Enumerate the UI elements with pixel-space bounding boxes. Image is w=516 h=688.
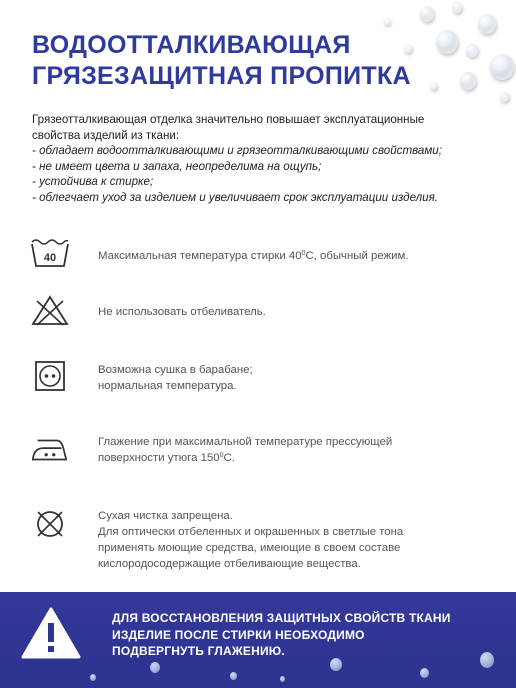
degree-mark: 0: [219, 452, 224, 459]
dryclean-text-line-2: Для оптически отбеленных и окрашенных в светлые тона: [98, 526, 404, 538]
intro-bullet: - устойчива к стирке;: [32, 175, 154, 188]
iron-text-line-2: поверхности утюга 150: [98, 452, 220, 464]
dryclean-text-line-3: применять моющие средства, имеющие в своем составе: [98, 542, 401, 554]
iron-text-tail: С.: [223, 452, 235, 464]
intro-line-1: Грязеотталкивающая отделка значительно повышает эксплуатационные: [32, 113, 425, 126]
warning-text-line-2: ИЗДЕЛИЕ ПОСЛЕ СТИРКИ НЕОБХОДИМО: [112, 627, 365, 642]
dryclean-text-line-1: Сухая чистка запрещена.: [98, 510, 233, 522]
no-bleach-icon: [30, 292, 70, 328]
intro-bullet: - обладает водоотталкивающими и грязеотталкивающими свойствами;: [32, 144, 442, 157]
dryclean-text: [98, 508, 498, 572]
wash-text: [98, 248, 498, 264]
warning-banner: [0, 592, 516, 688]
wash-text-main: Максимальная температура стирки 40: [98, 250, 302, 262]
warning-text-line-1: ДЛЯ ВОССТАНОВЛЕНИЯ ЗАЩИТНЫХ СВОЙСТВ ТКАНИ: [112, 611, 451, 625]
wash-text-tail: С, обычный режим.: [305, 250, 409, 262]
page-title: [32, 30, 502, 92]
tumble-dry-normal-icon: [30, 358, 70, 394]
intro-bullet: - не имеет цвета и запаха, неопределима на ощупь;: [32, 159, 322, 173]
dry-text-line-2: нормальная температура.: [98, 380, 237, 392]
dry-text: [98, 362, 498, 394]
intro-text: [32, 112, 512, 205]
iron-text: [98, 434, 498, 466]
intro-bullet: - облегчает уход за изделием и увеличивает срок эксплуатации изделия.: [32, 190, 439, 204]
bleach-text-line: Не использовать отбеливатель.: [98, 306, 266, 318]
iron-two-dots-icon: [30, 432, 70, 468]
iron-text-line-1: Глажение при максимальной температуре прессующей: [98, 436, 393, 448]
dryclean-text-line-4: кислородосодержащие отбеливающие вещества.: [98, 558, 361, 570]
title-line-2: ГРЯЗЕЗАЩИТНАЯ ПРОПИТКА: [32, 62, 411, 90]
warning-text: [112, 610, 502, 660]
no-dry-clean-icon: [30, 506, 70, 542]
intro-line-2: свойства изделий из ткани:: [32, 128, 180, 142]
title-line-1: ВОДООТТАЛКИВАЮЩАЯ: [32, 31, 351, 59]
degree-mark: 0: [301, 250, 306, 257]
dry-text-line-1: Возможна сушка в барабане;: [98, 364, 253, 376]
wash-40-icon: [30, 236, 70, 272]
warning-icon: [20, 606, 82, 660]
wash-temp-label: 40: [43, 252, 57, 264]
warning-text-line-3: ПОДВЕРГНУТЬ ГЛАЖЕНИЮ.: [112, 644, 285, 658]
bleach-text: [98, 304, 498, 320]
